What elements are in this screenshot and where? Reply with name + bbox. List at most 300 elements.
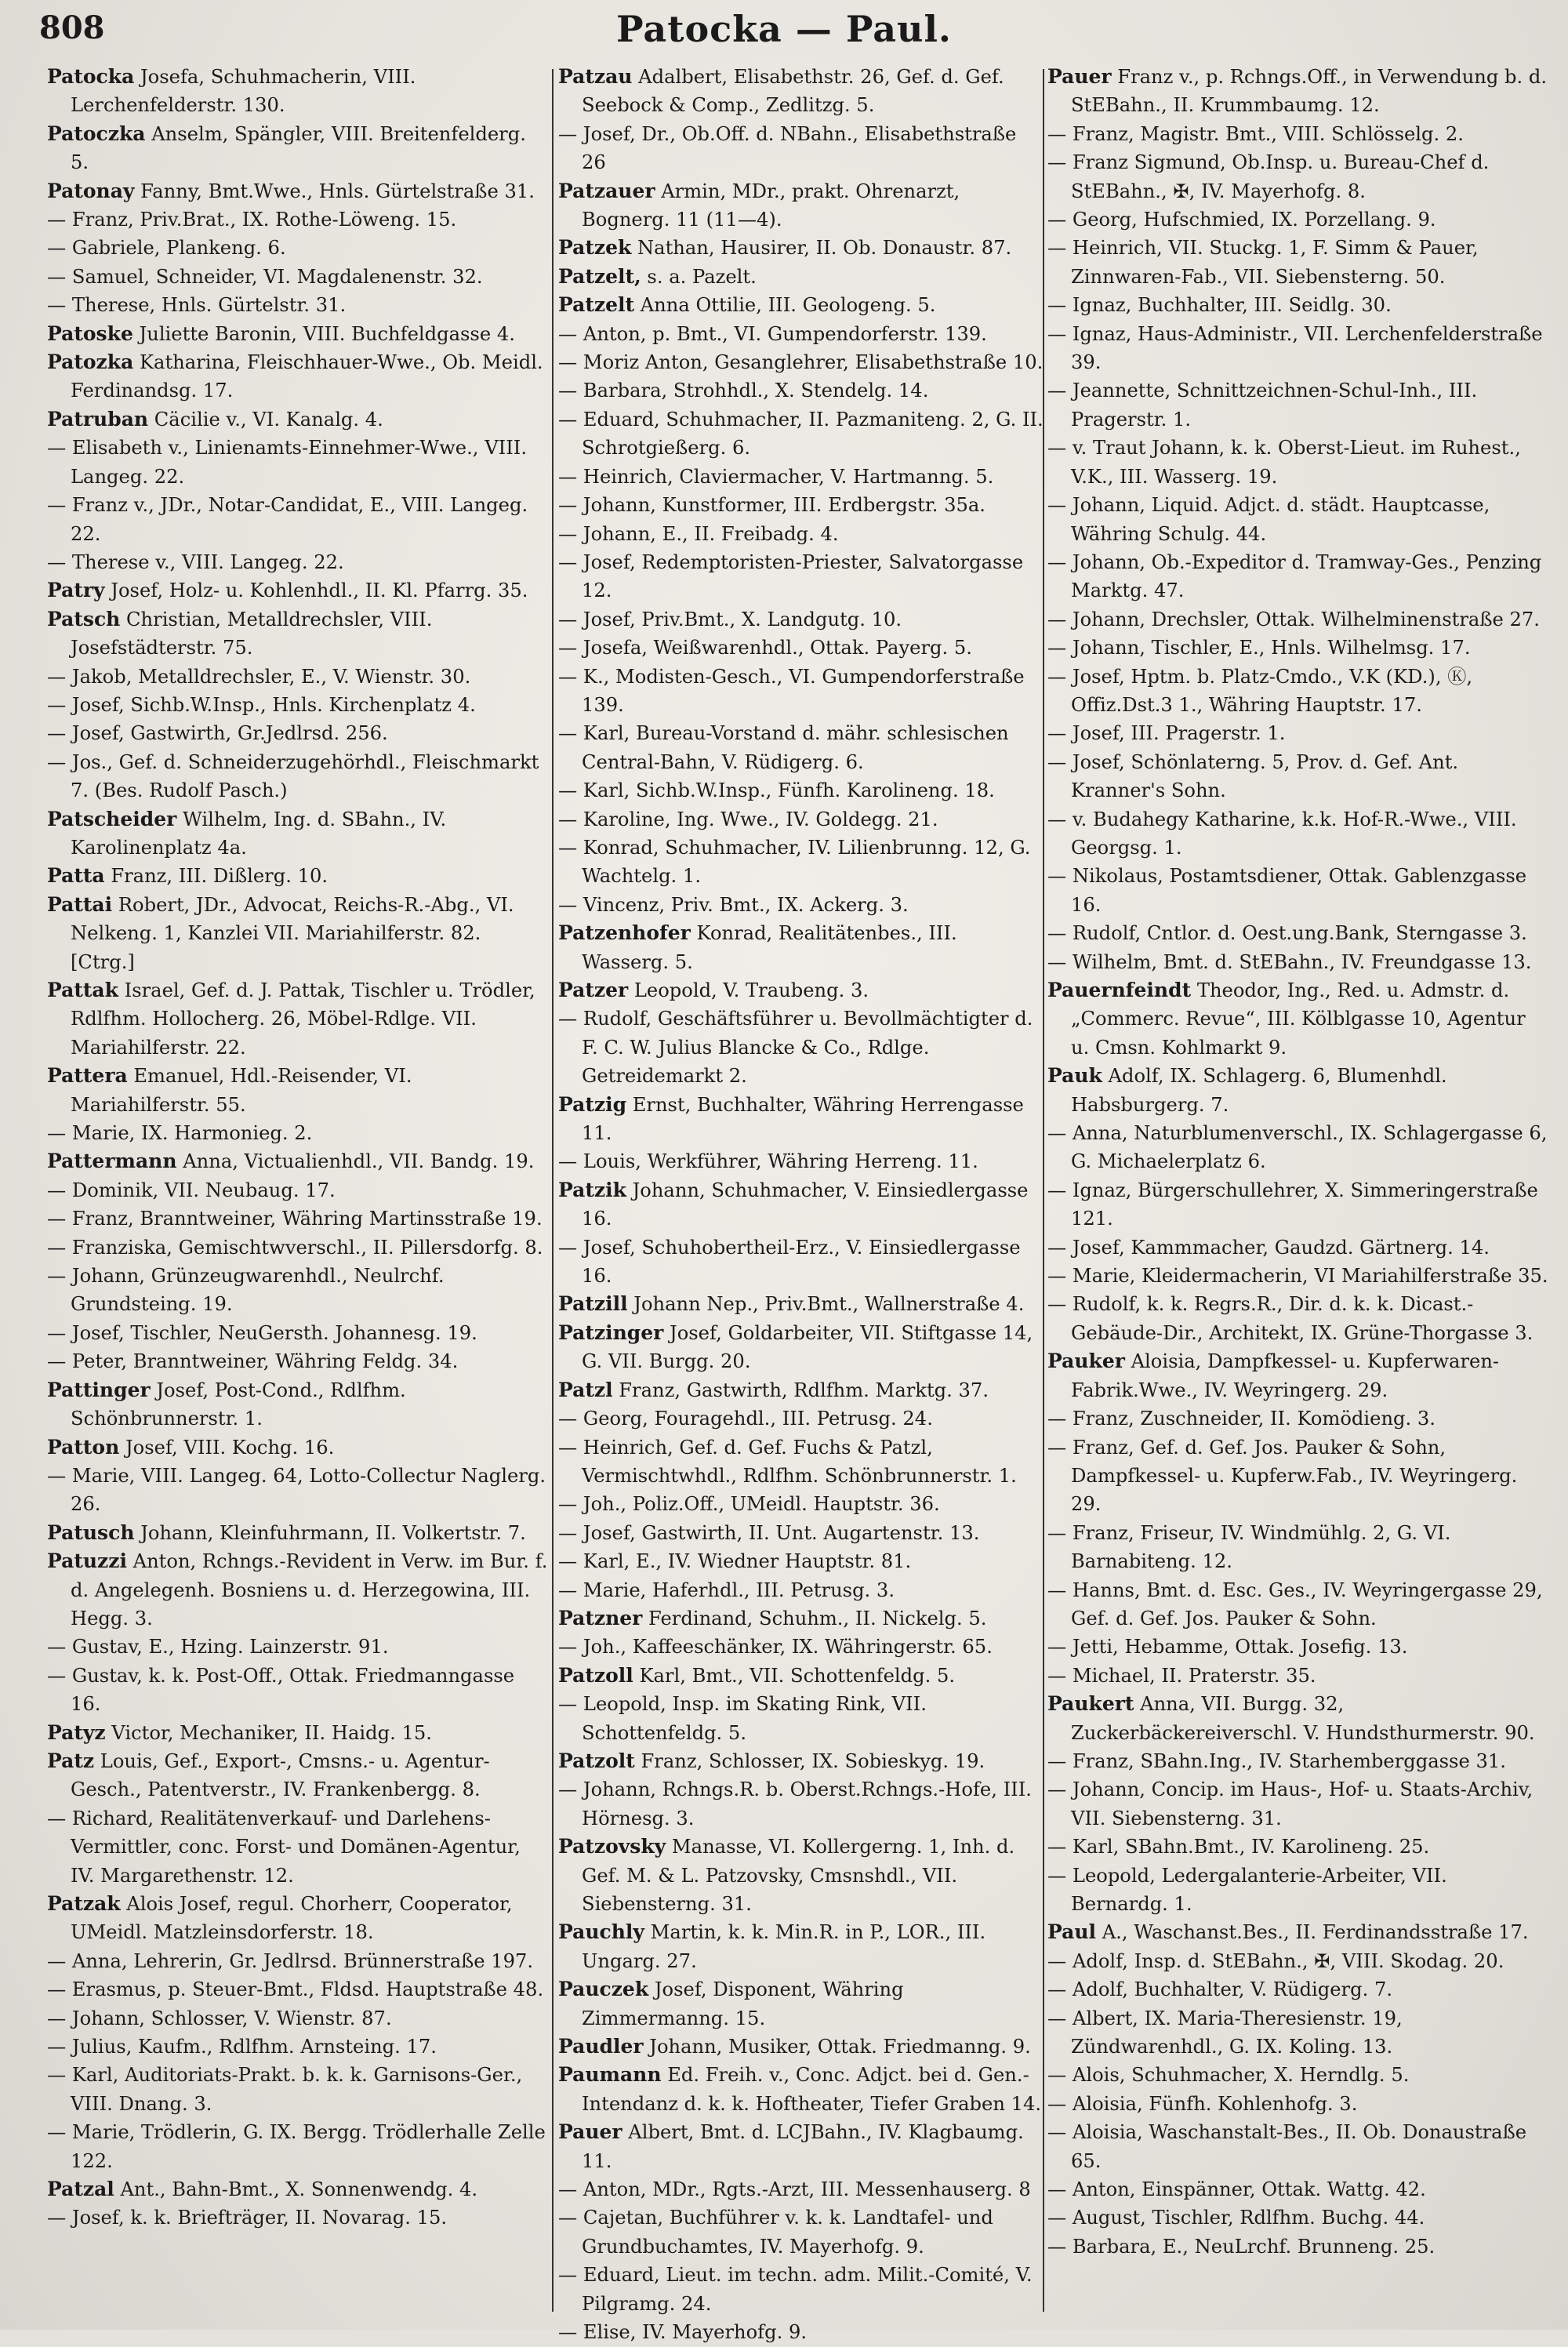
directory-entry xyxy=(558,376,1044,405)
entry-surname: Patzal xyxy=(47,2178,114,2201)
directory-entry xyxy=(1047,1918,1549,1946)
entry-surname: Pauk xyxy=(1047,1064,1102,1088)
directory-entry xyxy=(1047,2233,1549,2261)
entry-surname: Patozka xyxy=(47,351,134,374)
directory-entry xyxy=(558,2203,1044,2261)
directory-entry xyxy=(558,234,1044,262)
entry-text: Louis, Gef., Export-, Cmsns.- u. Agentur-Gesch., Patentverstr., IV. Frankenbergg. 8. xyxy=(71,1749,490,1801)
entry-text: Josef, Holz- u. Kohlenhdl., II. Kl. Pfarrg. 35. xyxy=(104,579,528,602)
entry-text: — Franziska, Gemischtwverschl., II. Pillersdorfg. 8. xyxy=(47,1236,543,1259)
entry-text: — Louis, Werkführer, Währing Herreng. 11. xyxy=(558,1150,978,1173)
entry-text: — Peter, Branntweiner, Währing Feldg. 34. xyxy=(47,1350,459,1373)
entry-text: — Johann, Liquid. Adjct. d. städt. Hauptcasse, Währing Schulg. 44. xyxy=(1047,494,1490,545)
entry-text: — Erasmus, p. Steuer-Bmt., Fldsd. Hauptstraße 48. xyxy=(47,1978,544,2001)
entry-surname: Pattera xyxy=(47,1064,128,1088)
directory-entry xyxy=(47,491,549,548)
entry-text: Ferdinand, Schuhm., II. Nickelg. 5. xyxy=(642,1607,987,1629)
directory-entry xyxy=(558,2118,1044,2175)
entry-text: Josefa, Schuhmacherin, VIII. Lerchenfelderstr. 130. xyxy=(71,66,416,117)
entry-text: — Franz, Magistr. Bmt., VIII. Schlösselg. 2. xyxy=(1047,122,1464,145)
directory-entry xyxy=(47,862,549,890)
entry-surname: Patry xyxy=(47,579,105,602)
entry-text: — Anna, Naturblumenverschl., IX. Schlagergasse 6, G. Michaelerplatz 6. xyxy=(1047,1122,1548,1173)
directory-entry xyxy=(47,1975,549,2004)
entry-surname: Pauchly xyxy=(558,1920,644,1944)
entry-text: — Josef, Kammmacher, Gaudzd. Gärtnerg. 14. xyxy=(1047,1236,1490,1259)
entry-surname: Paukert xyxy=(1047,1692,1134,1716)
directory-entry xyxy=(558,320,1044,348)
directory-entry xyxy=(1047,1404,1549,1433)
directory-entry xyxy=(558,1176,1044,1233)
directory-entry xyxy=(1047,976,1549,1062)
entry-text: Martin, k. k. Min.R. in P., LOR., III. Ungarg. 27. xyxy=(582,1921,986,1972)
directory-entry xyxy=(1047,1262,1549,1290)
entry-text: Christian, Metalldrechsler, VIII. Josefstädterstr. 75. xyxy=(71,608,433,659)
entry-text: Leopold, V. Traubeng. 3. xyxy=(628,979,869,1001)
entry-text: — Therese, Hnls. Gürtelstr. 31. xyxy=(47,294,347,317)
directory-entry xyxy=(47,1062,549,1119)
entry-text: Josef, VIII. Kochg. 16. xyxy=(119,1436,335,1459)
entry-text: Johann Nep., Priv.Bmt., Wallnerstraße 4. xyxy=(627,1293,1025,1316)
page-number: 808 xyxy=(39,9,105,46)
entry-text: — Marie, Trödlerin, G. IX. Bergg. Trödlerhalle Zelle 122. xyxy=(47,2121,546,2172)
entry-text: — Julius, Kaufm., Rdlfhm. Arnsteing. 17. xyxy=(47,2036,437,2058)
entry-text: — Josef, Schuhobertheil-Erz., V. Einsiedlergasse 16. xyxy=(558,1236,1021,1288)
entry-surname: Pauker xyxy=(1047,1350,1125,1373)
entry-text: — Josef, Redemptoristen-Priester, Salvatorgasse 12. xyxy=(558,550,1024,602)
entry-text: — Karl, SBahn.Bmt., IV. Karolineng. 25. xyxy=(1047,1836,1430,1858)
directory-entry xyxy=(1047,63,1549,120)
entry-text: — Marie, VIII. Langeg. 64, Lotto-Collectur Naglerg. 26. xyxy=(47,1464,546,1516)
entry-text: — Franz, SBahn.Ing., IV. Starhemberggasse 31. xyxy=(1047,1749,1506,1772)
directory-entry xyxy=(1047,948,1549,976)
directory-entry xyxy=(47,320,549,348)
directory-entry xyxy=(47,605,549,663)
directory-entry xyxy=(558,976,1044,1005)
directory-entry xyxy=(47,748,549,805)
directory-entry xyxy=(47,177,549,205)
directory-entry xyxy=(1047,1290,1549,1347)
entry-surname: Patuzzi xyxy=(47,1550,127,1573)
entry-text: — Dominik, VII. Neubaug. 17. xyxy=(47,1179,336,1201)
directory-entry xyxy=(558,2261,1044,2318)
entry-text: — Josef, Gastwirth, II. Unt. Augartenstr. 13. xyxy=(558,1521,980,1544)
directory-entry xyxy=(1047,1690,1549,1747)
column-2 xyxy=(558,63,1044,2344)
entry-surname: Pauer xyxy=(558,2120,622,2144)
entry-text: Victor, Mechaniker, II. Haidg. 15. xyxy=(105,1721,432,1744)
entry-text: Anton, Rchngs.-Revident in Verw. im Bur. f. d. Angelegenh. Bosniens u. d. Herzegowina, III. Hegg. 3. xyxy=(71,1550,548,1629)
directory-entry xyxy=(1047,1433,1549,1519)
directory-entry xyxy=(1047,663,1549,720)
entry-surname: Patsch xyxy=(47,607,121,630)
directory-entry xyxy=(47,1890,549,1947)
column-1 xyxy=(47,63,549,2321)
entry-text: — Johann, Concip. im Haus-, Hof- u. Staats-Archiv, VII. Siebensterng. 31. xyxy=(1047,1778,1534,1829)
entry-surname: Patz xyxy=(47,1749,95,1772)
entry-text: Cäcilie v., VI. Kanalg. 4. xyxy=(148,408,383,431)
entry-text: — Wilhelm, Bmt. d. StEBahn., IV. Freundgasse 13. xyxy=(1047,950,1532,973)
entry-text: — Vincenz, Priv. Bmt., IX. Ackerg. 3. xyxy=(558,893,909,916)
entry-text: — Franz, Gef. d. Gef. Jos. Pauker & Sohn, Dampfkessel- u. Kupferw.Fab., IV. Weyringerg. 29. xyxy=(1047,1436,1518,1516)
entry-text: — Johann, Grünzeugwarenhdl., Neulrchf. Grundsteing. 19. xyxy=(47,1265,445,1316)
entry-surname: Pattai xyxy=(47,892,113,916)
entry-surname: Pauernfeindt xyxy=(1047,979,1192,1001)
entry-text: — Johann, Ob.-Expeditor d. Tramway-Ges., Penzing Marktg. 47. xyxy=(1047,550,1542,602)
directory-entry xyxy=(47,1376,549,1433)
directory-entry xyxy=(558,1775,1044,1833)
entry-text: — Karl, Bureau-Vorstand d. mähr. schlesischen Central-Bahn, V. Rüdigerg. 6. xyxy=(558,722,1009,773)
entry-text: — Franz v., JDr., Notar-Candidat, E., VIII. Langeg. 22. xyxy=(47,494,528,545)
entry-surname: Paul xyxy=(1047,1920,1096,1944)
entry-surname: Patonay xyxy=(47,179,135,202)
directory-entry xyxy=(558,2318,1044,2346)
entry-text: — Jakob, Metalldrechsler, E., V. Wienstr. 30. xyxy=(47,665,471,688)
entry-text: Wilhelm, Ing. d. SBahn., IV. Karolinenplatz 4a. xyxy=(71,808,447,859)
entry-text: — v. Budahegy Katharine, k.k. Hof-R.-Wwe., VIII. Georgsg. 1. xyxy=(1047,808,1517,859)
entry-surname: Patzl xyxy=(558,1378,613,1401)
entry-text: Franz, Gastwirth, Rdlfhm. Marktg. 37. xyxy=(612,1379,989,1401)
entry-surname: Patusch xyxy=(47,1520,135,1544)
entry-text: — Marie, Haferhdl., III. Petrusg. 3. xyxy=(558,1579,895,1601)
directory-entry xyxy=(558,463,1044,491)
directory-entry xyxy=(47,1662,549,1719)
entry-text: — Michael, II. Praterstr. 35. xyxy=(1047,1664,1316,1687)
entry-surname: Patzau xyxy=(558,65,633,88)
directory-entry xyxy=(1047,2090,1549,2118)
entry-text: — Josef, Hptm. b. Platz-Cmdo., V.K (KD.), Ⓚ, Offiz.Dst.3 1., Währing Hauptstr. 17. xyxy=(1047,665,1473,716)
directory-entry xyxy=(558,491,1044,519)
entry-text: — Johann, Tischler, E., Hnls. Wilhelmsg. 17. xyxy=(1047,637,1471,659)
directory-entry xyxy=(558,2061,1044,2118)
entry-text: Karl, Bmt., VII. Schottenfeldg. 5. xyxy=(633,1664,956,1687)
entry-text: Anna, VII. Burgg. 32, Zuckerbäckereiverschl. V. Hundsthurmerstr. 90. xyxy=(1071,1693,1535,1744)
directory-entry xyxy=(1047,605,1549,634)
directory-entry xyxy=(1047,1662,1549,1690)
entry-text: — Marie, Kleidermacherin, VI Mariahilferstraße 35. xyxy=(1047,1265,1548,1288)
entry-text: Johann, Schuhmacher, V. Einsiedlergasse 16. xyxy=(582,1179,1029,1230)
directory-entry xyxy=(558,834,1044,891)
entry-text: — Moriz Anton, Gesanglehrer, Elisabethstraße 10. xyxy=(558,351,1044,374)
directory-entry xyxy=(558,520,1044,548)
directory-entry xyxy=(1047,1947,1549,1975)
directory-entry xyxy=(47,976,549,1062)
directory-entry xyxy=(1047,2118,1549,2175)
entry-text: Josef, Post-Cond., Rdlfhm. Schönbrunnerstr. 1. xyxy=(71,1379,406,1430)
directory-entry xyxy=(1047,919,1549,947)
entry-text: Anna, Victualienhdl., VII. Bandg. 19. xyxy=(176,1150,535,1173)
entry-text: Robert, JDr., Advocat, Reichs-R.-Abg., VI. Nelkeng. 1, Kanzlei VII. Mariahilferstr. 82. [Ctrg.] xyxy=(71,893,514,973)
directory-entry xyxy=(47,1719,549,1747)
directory-entry xyxy=(47,263,549,291)
directory-entry xyxy=(47,205,549,234)
directory-entry xyxy=(558,1005,1044,1090)
entry-surname: Patzolt xyxy=(558,1749,635,1772)
entry-text: Adalbert, Elisabethstr. 26, Gef. d. Gef. Seebock & Comp., Zedlitzg. 5. xyxy=(582,66,1004,117)
entry-surname: Patton xyxy=(47,1435,120,1459)
entry-text: — Franz, Friseur, IV. Windmühlg. 2, G. VI. Barnabiteng. 12. xyxy=(1047,1521,1451,1573)
entry-text: — Heinrich, Claviermacher, V. Hartmanng. 5. xyxy=(558,465,994,488)
entry-surname: Pattermann xyxy=(47,1150,177,1173)
entry-surname: Pattak xyxy=(47,979,118,1001)
directory-entry xyxy=(558,548,1044,605)
entry-text: s. a. Pazelt. xyxy=(641,265,757,288)
directory-entry xyxy=(47,2033,549,2061)
directory-entry xyxy=(558,663,1044,720)
entry-text: — Rudolf, k. k. Regrs.R., Dir. d. k. k. Dicast.-Gebäude-Dir., Architekt, IX. Grüne-Thorgasse 3. xyxy=(1047,1293,1534,1344)
directory-entry xyxy=(1047,719,1549,747)
entry-text: — Anton, p. Bmt., VI. Gumpendorferstr. 139. xyxy=(558,322,987,345)
entry-text: — Rudolf, Geschäftsführer u. Bevollmächtigter d. F. C. W. Julius Blancke & Co., Rdlge. Getreidemarkt 2. xyxy=(558,1008,1033,1088)
entry-surname: Patoczka xyxy=(47,122,146,145)
entry-text: — Josef, III. Pragerstr. 1. xyxy=(1047,722,1286,745)
entry-surname: Patzelt, xyxy=(558,264,641,288)
entry-text: — Jeannette, Schnittzeichnen-Schul-Inh., III. Pragerstr. 1. xyxy=(1047,380,1478,431)
entry-text: — Gustav, k. k. Post-Off., Ottak. Friedmanngasse 16. xyxy=(47,1664,515,1716)
directory-entry xyxy=(558,1147,1044,1175)
entry-surname: Patzauer xyxy=(558,179,655,202)
entry-text: Aloisia, Dampfkessel- u. Kupferwaren-Fabrik.Wwe., IV. Weyringerg. 29. xyxy=(1071,1350,1500,1401)
entry-surname: Patzelt xyxy=(558,293,635,317)
entry-text: — Therese v., VIII. Langeg. 22. xyxy=(47,550,344,573)
directory-entry xyxy=(47,1262,549,1319)
directory-entry xyxy=(47,1204,549,1233)
entry-text: Manasse, VI. Kollergerng. 1, Inh. d. Gef. M. & L. Patzovsky, Cmsnshdl., VII. Siebensterng. 31. xyxy=(582,1836,1015,1915)
directory-entry xyxy=(47,1347,549,1375)
directory-entry xyxy=(1047,1747,1549,1775)
directory-entry xyxy=(47,1747,549,1804)
directory-entry xyxy=(1047,1062,1549,1119)
directory-entry xyxy=(47,234,549,262)
directory-entry xyxy=(558,1091,1044,1148)
entry-text: — Leopold, Insp. im Skating Rink, VII. Schottenfeldg. 5. xyxy=(558,1693,927,1744)
directory-entry xyxy=(1047,205,1549,234)
entry-surname: Patyz xyxy=(47,1720,106,1744)
directory-entry xyxy=(558,291,1044,319)
entry-text: Franz v., p. Rchngs.Off., in Verwendung b. d. StEBahn., II. Krummbaumg. 12. xyxy=(1071,66,1548,117)
directory-entry xyxy=(558,1404,1044,1433)
entry-text: — Josef, Priv.Bmt., X. Landgutg. 10. xyxy=(558,608,902,630)
entry-text: — Josefa, Weißwarenhdl., Ottak. Payerg. 5. xyxy=(558,637,972,659)
directory-entry xyxy=(558,177,1044,234)
directory-entry xyxy=(47,1147,549,1175)
directory-entry xyxy=(1047,2061,1549,2089)
entry-text: — Josef, k. k. Briefträger, II. Novarag. 15. xyxy=(47,2207,448,2229)
entry-text: — Anton, MDr., Rgts.-Arzt, III. Messenhauserg. 8 xyxy=(558,2178,1031,2201)
directory-entry xyxy=(47,1176,549,1204)
entry-text: Franz, III. Dißlerg. 10. xyxy=(104,865,328,888)
directory-entry xyxy=(1047,1347,1549,1404)
directory-entry xyxy=(1047,120,1549,148)
directory-entry xyxy=(558,1490,1044,1518)
entry-text: — Gabriele, Plankeng. 6. xyxy=(47,237,286,260)
directory-entry xyxy=(47,1947,549,1975)
column-rule xyxy=(552,69,554,2312)
entry-text: — Franz Sigmund, Ob.Insp. u. Bureau-Chef d. StEBahn., ✠, IV. Mayerhofg. 8. xyxy=(1047,151,1490,202)
entry-text: — Franz, Zuschneider, II. Komödieng. 3. xyxy=(1047,1408,1436,1430)
directory-entry xyxy=(558,891,1044,919)
entry-text: — Barbara, Strohhdl., X. Stendelg. 14. xyxy=(558,380,929,402)
entry-text: — Marie, IX. Harmonieg. 2. xyxy=(47,1122,313,1145)
directory-entry xyxy=(558,1576,1044,1604)
directory-entry xyxy=(558,1975,1044,2033)
directory-entry xyxy=(47,1233,549,1262)
directory-entry xyxy=(1047,491,1549,548)
entry-text: — Jos., Gef. d. Schneiderzugehörhdl., Fleischmarkt 7. (Bes. Rudolf Pasch.) xyxy=(47,750,539,802)
entry-text: Fanny, Bmt.Wwe., Hnls. Gürtelstraße 31. xyxy=(134,180,535,202)
directory-entry xyxy=(1047,634,1549,662)
entry-text: — Anton, Einspänner, Ottak. Wattg. 42. xyxy=(1047,2178,1426,2201)
directory-entry xyxy=(47,719,549,747)
directory-entry xyxy=(47,1319,549,1347)
entry-text: — K., Modisten-Gesch., VI. Gumpendorferstraße 139. xyxy=(558,665,1025,716)
directory-entry xyxy=(558,405,1044,463)
entry-text: — Karl, Auditoriats-Prakt. b. k. k. Garnisons-Ger., VIII. Dnang. 3. xyxy=(47,2064,523,2115)
entry-text: Juliette Baronin, VIII. Buchfeldgasse 4. xyxy=(132,322,515,345)
entry-text: — Josef, Gastwirth, Gr.Jedlrsd. 256. xyxy=(47,722,388,745)
entry-text: — Karl, Sichb.W.Insp., Fünfh. Karolineng. 18. xyxy=(558,779,995,802)
entry-text: — Elisabeth v., Linienamts-Einnehmer-Wwe., VIII. Langeg. 22. xyxy=(47,437,528,488)
directory-entry xyxy=(47,2175,549,2203)
directory-entry xyxy=(47,1433,549,1462)
entry-text: — Joh., Kaffeeschänker, IX. Währingerstr. 65. xyxy=(558,1636,993,1659)
entry-text: Nathan, Hausirer, II. Ob. Donaustr. 87. xyxy=(631,237,1012,260)
entry-text: Josef, Disponent, Währing Zimmermanng. 15. xyxy=(582,1978,904,2029)
entry-text: — Georg, Hufschmied, IX. Porzellang. 9. xyxy=(1047,209,1436,231)
directory-entry xyxy=(558,776,1044,805)
entry-text: — Josef, Dr., Ob.Off. d. NBahn., Elisabethstraße 26 xyxy=(558,122,1017,174)
entry-text: Ant., Bahn-Bmt., X. Sonnenwendg. 4. xyxy=(114,2178,478,2201)
directory-entry xyxy=(558,1633,1044,1661)
directory-entry xyxy=(1047,1633,1549,1661)
directory-entry xyxy=(47,1804,549,1890)
directory-entry xyxy=(1047,2004,1549,2062)
entry-surname: Patzig xyxy=(558,1092,627,1116)
directory-entry xyxy=(47,405,549,434)
entry-surname: Patzer xyxy=(558,979,629,1001)
directory-entry xyxy=(1047,1775,1549,1833)
directory-entry xyxy=(47,691,549,719)
entry-surname: Patzovsky xyxy=(558,1835,666,1858)
entry-text: Alois Josef, regul. Chorherr, Cooperator, UMeidl. Matzleinsdorferstr. 18. xyxy=(71,1893,513,1944)
entry-text: — v. Traut Johann, k. k. Oberst-Lieut. im Ruhest., V.K., III. Wasserg. 19. xyxy=(1047,437,1521,488)
directory-entry xyxy=(1047,548,1549,605)
directory-entry xyxy=(47,291,549,319)
directory-entry xyxy=(47,434,549,491)
entry-text: Armin, MDr., prakt. Ohrenarzt, Bognerg. 11 (11—4). xyxy=(582,180,960,231)
entry-surname: Paudler xyxy=(558,2035,644,2058)
entry-text: — Josef, Schönlaterng. 5, Prov. d. Gef. Ant. Kranner's Sohn. xyxy=(1047,750,1459,802)
directory-entry xyxy=(558,1662,1044,1690)
entry-text: A., Waschanst.Bes., II. Ferdinandsstraße 17. xyxy=(1096,1921,1529,1944)
entry-text: Ernst, Buchhalter, Währing Herrengasse 11. xyxy=(582,1093,1024,1145)
directory-entry xyxy=(1047,1519,1549,1576)
entry-text: — Joh., Poliz.Off., UMeidl. Hauptstr. 36. xyxy=(558,1493,940,1516)
directory-entry xyxy=(558,1833,1044,1918)
entry-text: — Rudolf, Cntlor. d. Oest.ung.Bank, Sterngasse 3. xyxy=(1047,922,1527,945)
page-header xyxy=(31,5,1537,67)
directory-entry xyxy=(558,1519,1044,1547)
directory-entry xyxy=(1047,234,1549,291)
directory-entry xyxy=(558,805,1044,834)
entry-text: Johann, Kleinfuhrmann, II. Volkertstr. 7. xyxy=(134,1521,526,1544)
directory-entry xyxy=(1047,805,1549,863)
entry-surname: Patzoll xyxy=(558,1663,633,1687)
entry-surname: Patzek xyxy=(558,236,632,260)
entry-text: Konrad, Realitätenbes., III. Wasserg. 5. xyxy=(582,922,957,973)
directory-entry xyxy=(47,891,549,976)
entry-text: — Gustav, E., Hzing. Lainzerstr. 91. xyxy=(47,1636,389,1659)
entry-text: — Aloisia, Fünfh. Kohlenhofg. 3. xyxy=(1047,2092,1358,2115)
directory-entry xyxy=(558,1604,1044,1633)
entry-text: — Anna, Lehrerin, Gr. Jedlrsd. Brünnerstraße 197. xyxy=(47,1949,534,1972)
directory-entry xyxy=(47,663,549,691)
directory-entry xyxy=(558,2033,1044,2061)
directory-entry xyxy=(1047,1975,1549,2004)
directory-entry xyxy=(558,1433,1044,1491)
directory-entry xyxy=(47,348,549,405)
directory-entry xyxy=(558,719,1044,776)
entry-text: — August, Tischler, Rdlfhm. Buchg. 44. xyxy=(1047,2207,1425,2229)
running-head: Patocka — Paul. xyxy=(616,8,952,50)
entry-surname: Patocka xyxy=(47,65,135,88)
directory-entry xyxy=(558,120,1044,177)
entry-surname: Patzak xyxy=(47,1892,121,1915)
directory-entry xyxy=(47,2004,549,2033)
entry-surname: Patzik xyxy=(558,1178,626,1201)
directory-entry xyxy=(1047,1833,1549,1861)
directory-entry xyxy=(1047,2175,1549,2203)
directory-entry xyxy=(558,1747,1044,1775)
directory-entry xyxy=(1047,1233,1549,1262)
directory-entry xyxy=(558,1376,1044,1404)
directory-entry xyxy=(1047,1862,1549,1919)
directory-entry xyxy=(1047,376,1549,434)
directory-entry xyxy=(558,2175,1044,2203)
entry-text: — Karoline, Ing. Wwe., IV. Goldegg. 21. xyxy=(558,808,938,830)
entry-surname: Patscheider xyxy=(47,807,177,830)
entry-text: Johann, Musiker, Ottak. Friedmanng. 9. xyxy=(643,2036,1031,2058)
entry-text: Adolf, IX. Schlagerg. 6, Blumenhdl. Habsburgerg. 7. xyxy=(1071,1065,1447,1116)
directory-entry xyxy=(47,548,549,576)
directory-entry xyxy=(47,1633,549,1661)
entry-text: Emanuel, Hdl.-Reisender, VI. Mariahilferstr. 55. xyxy=(71,1065,412,1116)
entry-surname: Patzenhofer xyxy=(558,921,691,945)
entry-text: — Cajetan, Buchführer v. k. k. Landtafel- und Grundbuchamtes, IV. Mayerhofg. 9. xyxy=(558,2207,993,2258)
directory-entry xyxy=(558,1690,1044,1747)
entry-text: Theodor, Ing., Red. u. Admstr. d. „Commerc. Revue“, III. Kölblgasse 10, Agentur u. Cmsn. Kohlmarkt 9. xyxy=(1071,979,1526,1059)
directory-entry xyxy=(558,348,1044,376)
directory-entry xyxy=(47,1519,549,1547)
entry-text: — Ignaz, Haus-Administr., VII. Lerchenfelderstraße 39. xyxy=(1047,322,1543,374)
directory-entry xyxy=(1047,1176,1549,1233)
directory-entry xyxy=(558,1290,1044,1318)
directory-entry xyxy=(558,1233,1044,1291)
entry-text: Anna Ottilie, III. Geologeng. 5. xyxy=(634,294,936,317)
directory-entry xyxy=(47,1462,549,1519)
entry-text: — Richard, Realitätenverkauf- und Darlehens-Vermittler, conc. Forst- und Domänen-Agentur, IV. Margarethenstr. 12. xyxy=(47,1807,521,1887)
entry-text: — Karl, E., IV. Wiedner Hauptstr. 81. xyxy=(558,1550,912,1573)
directory-entry xyxy=(47,2118,549,2175)
entry-text: — Konrad, Schuhmacher, IV. Lilienbrunng. 12, G. Wachtelg. 1. xyxy=(558,836,1031,888)
entry-text: — Leopold, Ledergalanterie-Arbeiter, VII. Bernardg. 1. xyxy=(1047,1864,1447,1915)
entry-text: — Nikolaus, Postamtsdiener, Ottak. Gablenzgasse 16. xyxy=(1047,865,1527,916)
entry-text: — Franz, Priv.Brat., IX. Rothe-Löweng. 15. xyxy=(47,209,457,231)
directory-entry xyxy=(47,1119,549,1147)
entry-text: — Heinrich, VII. Stuckg. 1, F. Simm & Pauer, Zinnwaren-Fab., VII. Siebensterng. 50. xyxy=(1047,237,1479,288)
directory-entry xyxy=(1047,1119,1549,1176)
entry-text: — Samuel, Schneider, VI. Magdalenenstr. 32. xyxy=(47,265,483,288)
